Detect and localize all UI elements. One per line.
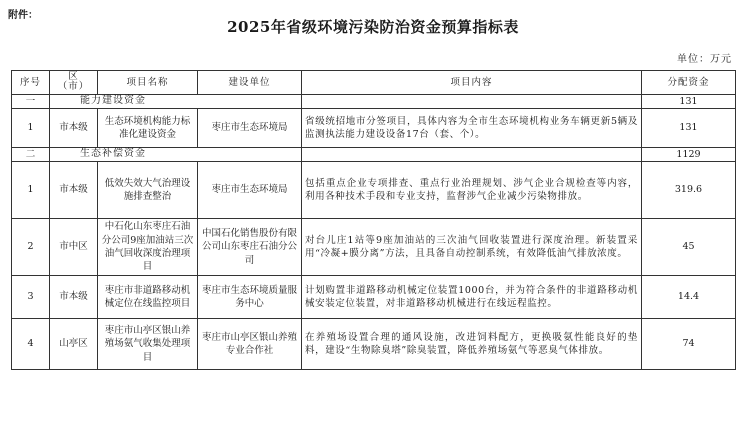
- row-content: 在养殖场设置合理的通风设施，改进饲料配方，更换吸氨性能良好的垫料，建设“生物除臭塔”除臭装置，降低养殖场氨气等恶臭气体排放。: [302, 318, 642, 369]
- unit-label: 单位：万元: [677, 54, 732, 65]
- col-header-project: 项目名称: [98, 71, 198, 95]
- row-amount: 45: [642, 218, 736, 275]
- table-header-row: [12, 71, 736, 95]
- category-content: [302, 94, 642, 108]
- row-content: 包括重点企业专项排查、重点行业治理规划、涉气企业合规检查等内容，利用各种技术手段和专业支持，监督涉气企业减少污染物排放。: [302, 161, 642, 218]
- table-row: [12, 218, 736, 275]
- row-amount: 319.6: [642, 161, 736, 218]
- row-content: 省级统招地市分签项目，具体内容为全市生态环境机构业务车辆更新5辆及监测执法能力建设设备17台（套、个）。: [302, 108, 642, 147]
- col-header-amount: 分配资金: [642, 71, 736, 95]
- table-row: [12, 318, 736, 369]
- row-unit: 枣庄市生态环境局: [198, 161, 302, 218]
- row-district: 山亭区: [50, 318, 98, 369]
- row-unit: 枣庄市山亭区银山养殖专业合作社: [198, 318, 302, 369]
- row-amount: 74: [642, 318, 736, 369]
- row-project: 中石化山东枣庄石油分公司9座加油站三次油气回收深度治理项目: [98, 218, 198, 275]
- category-content: [302, 147, 642, 161]
- row-no: 1: [12, 161, 50, 218]
- row-project: 生态环境机构能力标准化建设资金: [98, 108, 198, 147]
- budget-table: [11, 70, 736, 370]
- row-no: 2: [12, 218, 50, 275]
- page-title: 2025年省级环境污染防治资金预算指标表: [227, 18, 519, 36]
- row-content: 对台儿庄1站等9座加油站的三次油气回收装置进行深度治理。新装置采用“冷凝+膜分离”方法，且具备自动控制系统，有效降低油气排放浓度。: [302, 218, 642, 275]
- category-row: [12, 94, 736, 108]
- row-no: 1: [12, 108, 50, 147]
- table-row: [12, 275, 736, 318]
- row-unit: 中国石化销售股份有限公司山东枣庄石油分公司: [198, 218, 302, 275]
- col-header-district: 区 （市）: [50, 71, 98, 95]
- category-index: 二: [12, 147, 50, 161]
- category-name: 能力建设资金: [50, 94, 302, 108]
- row-no: 3: [12, 275, 50, 318]
- row-no: 4: [12, 318, 50, 369]
- row-amount: 131: [642, 108, 736, 147]
- attachment-label: 附件：: [8, 10, 38, 21]
- row-project: 枣庄市山亭区银山养殖场氨气收集处理项目: [98, 318, 198, 369]
- row-district: 市本级: [50, 161, 98, 218]
- row-district: 市本级: [50, 108, 98, 147]
- row-unit: 枣庄市生态环境局: [198, 108, 302, 147]
- col-header-no: 序号: [12, 71, 50, 95]
- category-amount: 131: [642, 94, 736, 108]
- category-name: 生态补偿资金: [50, 147, 302, 161]
- category-index: 一: [12, 94, 50, 108]
- category-row: [12, 147, 736, 161]
- row-amount: 14.4: [642, 275, 736, 318]
- row-project: 枣庄市非道路移动机械定位在线监控项目: [98, 275, 198, 318]
- table-row: [12, 108, 736, 147]
- row-district: 市本级: [50, 275, 98, 318]
- row-unit: 枣庄市生态环境质量服务中心: [198, 275, 302, 318]
- category-amount: 1129: [642, 147, 736, 161]
- table-row: [12, 161, 736, 218]
- row-content: 计划购置非道路移动机械定位装置1000台，并为符合条件的非道路移动机械安装定位装置，对非道路移动机械进行在线远程监控。: [302, 275, 642, 318]
- row-district: 市中区: [50, 218, 98, 275]
- col-header-content: 项目内容: [302, 71, 642, 95]
- row-project: 低效失效大气治理设施排查整治: [98, 161, 198, 218]
- col-header-unit: 建设单位: [198, 71, 302, 95]
